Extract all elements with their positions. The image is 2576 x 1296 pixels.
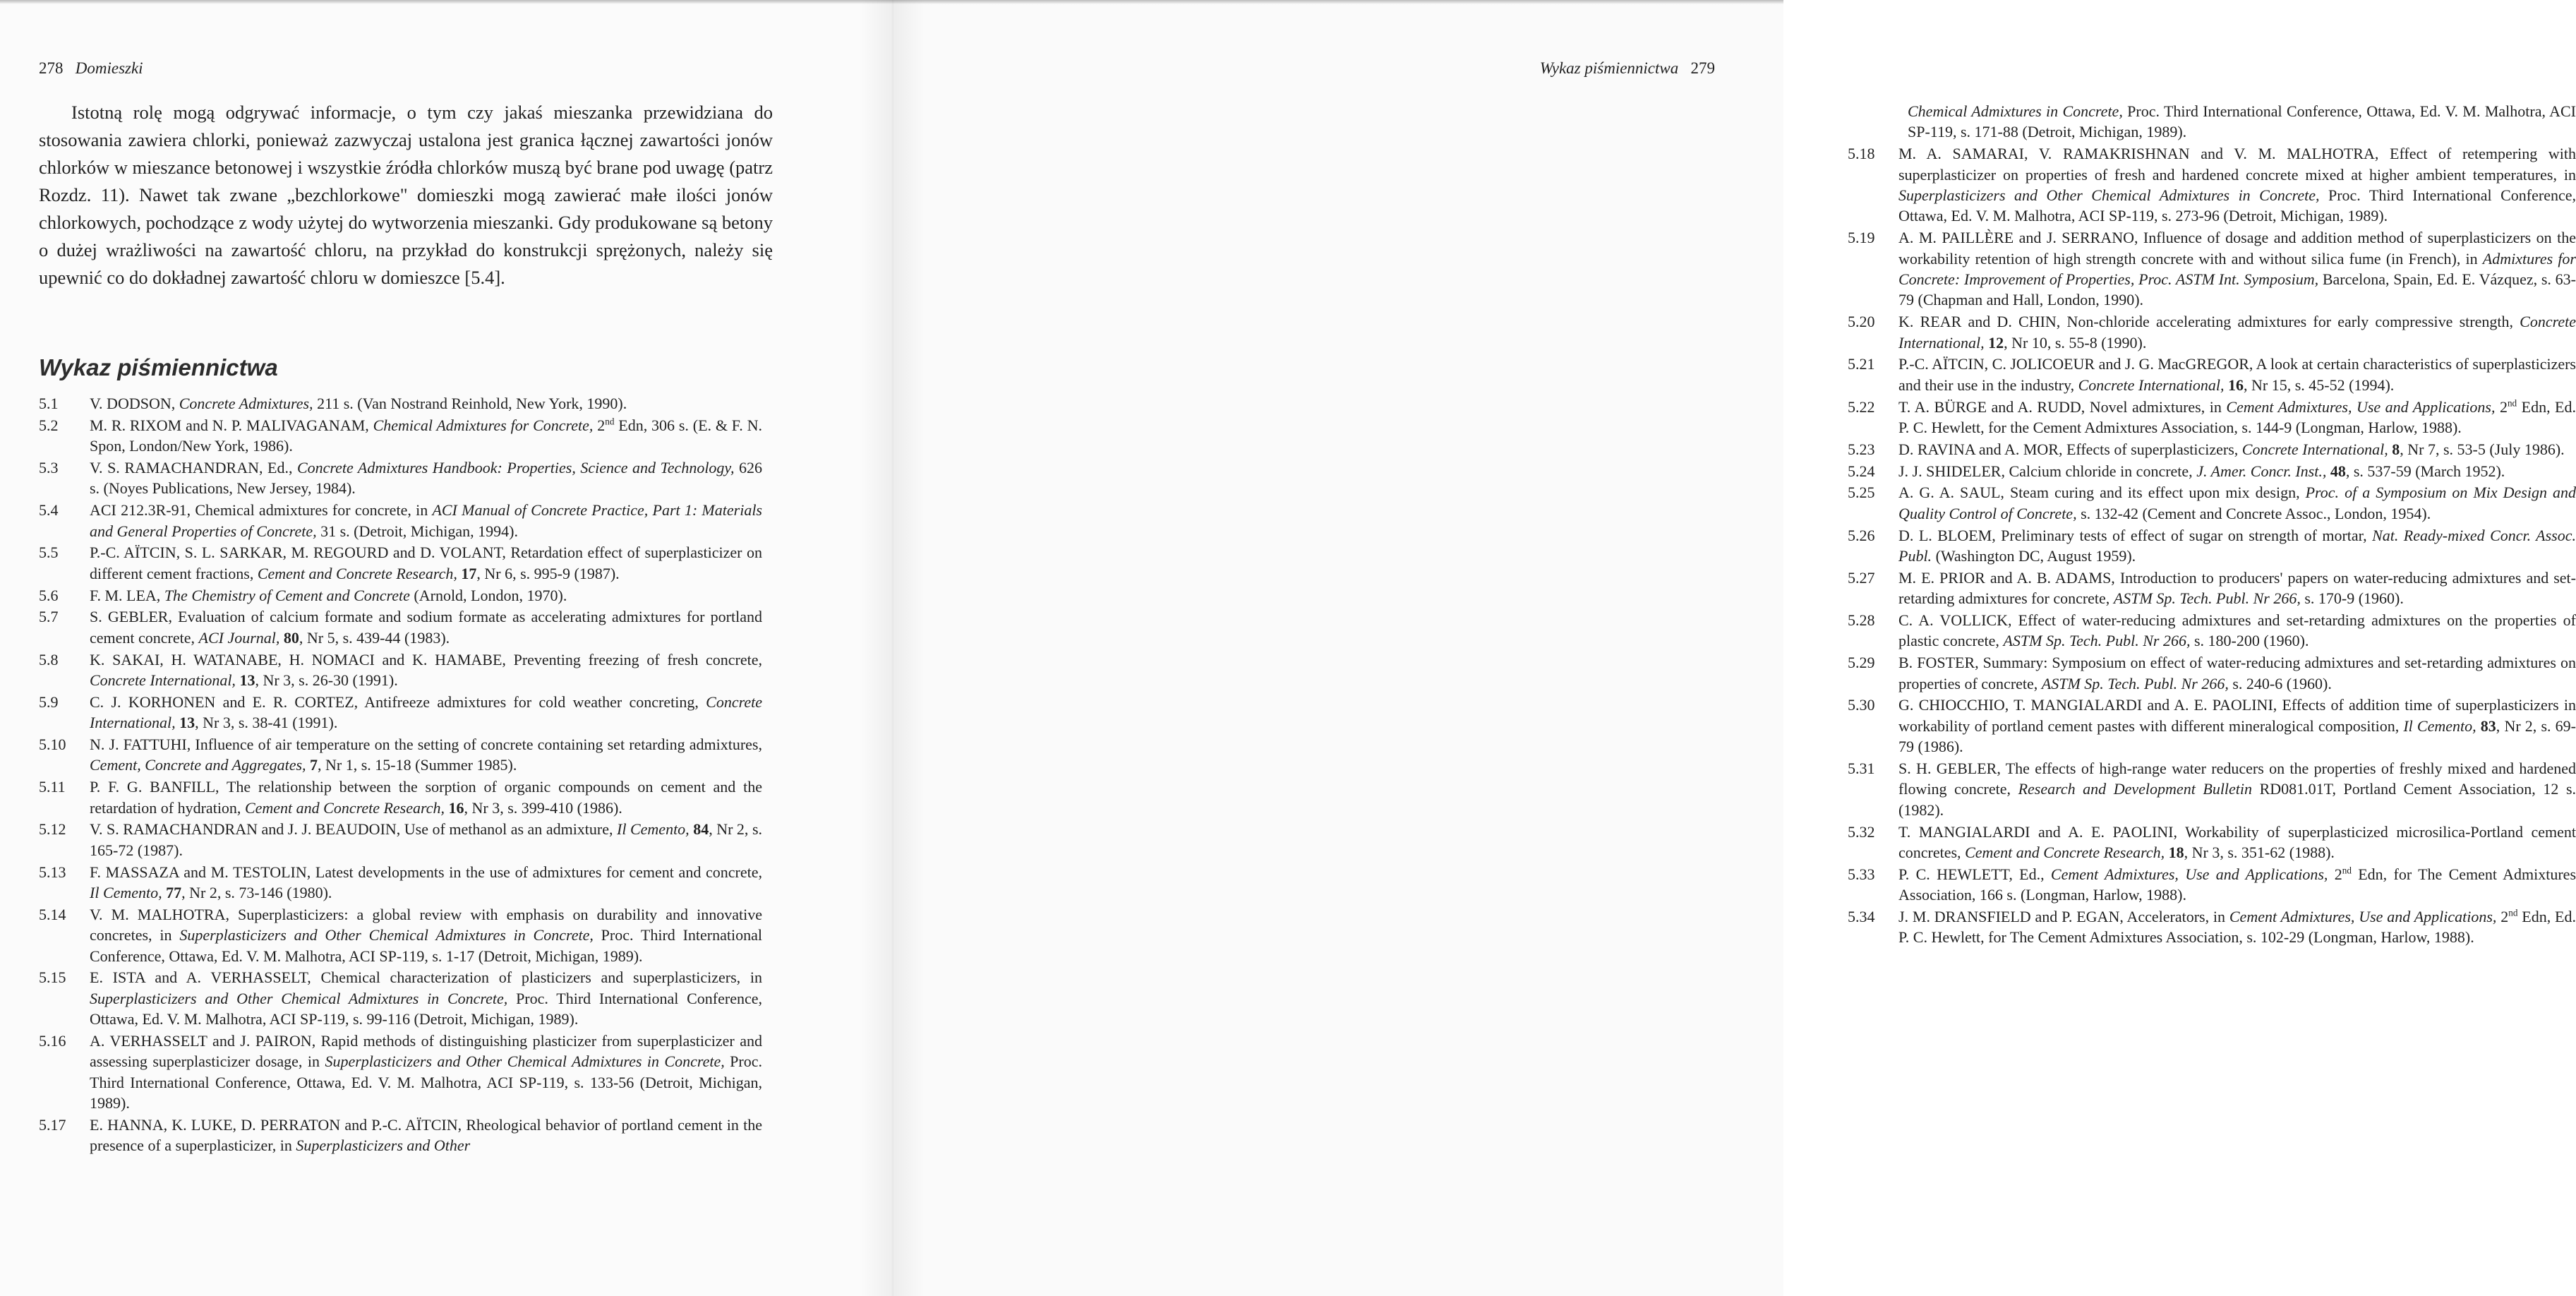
ref-text: S. GEBLER, Evaluation of calcium formate and sodium formate as accelerating admixtures for portland cement concrete, (90, 608, 762, 647)
ref-text: s. 170-9 (1960). (2300, 589, 2404, 608)
reference-number: 5.1 (39, 395, 59, 412)
reference-number: 5.26 (1848, 526, 1875, 544)
reference-text (1898, 610, 2576, 652)
reference-text (1898, 227, 2576, 311)
ref-text: Edn, Ed. P. C. Hewlett, for the Cement Admixtures Association, s. 144-9 (Longman, Harlow, 1988). (1898, 397, 2576, 437)
reference-number: 5.24 (1848, 462, 1875, 480)
reference-number: 5.11 (39, 778, 66, 796)
reference-number: 5.6 (39, 586, 59, 604)
ref-text: s. 240-6 (1960). (2228, 674, 2332, 692)
ref-source-title: Cement and Concrete Research, (1965, 844, 2165, 862)
reference-number: 5.5 (39, 544, 59, 562)
ref-source-title: ASTM Sp. Tech. Publ. Nr 266, (2041, 674, 2229, 692)
ref-text: C. A. VOLLICK, Effect of water-reducing admixtures and set-retarding admixtures on the properties of plastic concrete, (1898, 611, 2576, 650)
ref-text: 626 s. (Noyes Publications, New Jersey, 1984). (90, 459, 762, 498)
reference-number: 5.27 (1848, 568, 1875, 587)
ref-volume: 18 (2168, 844, 2184, 862)
ref-volume: 83 (2480, 716, 2496, 735)
ref-source-title: ACI Manual of Concrete Practice, Part 1: Materials and General Properties of Concrete, (90, 501, 762, 540)
ref-text: D. RAVINA and A. MOR, Effects of superplasticizers, (1898, 440, 2242, 458)
reference-text (90, 415, 762, 457)
reference-list-left (39, 393, 762, 1157)
reference-text (90, 776, 762, 818)
ref-source-title: Concrete International, (1898, 313, 2576, 352)
ref-text: M. A. SAMARAI, V. RAMAKRISHNAN and V. M. MALHOTRA, Effect of retempering with superplasticizer on properties of fresh and hardened concrete mixed at higher ambient temperatures, in (1898, 145, 2576, 184)
reference-number: 5.29 (1848, 654, 1875, 672)
reference-5-31 (1848, 758, 2576, 820)
ref-text: , Nr 3, s. 26-30 (1991). (255, 671, 398, 690)
ref-source-title: ASTM Sp. Tech. Publ. Nr 266, (2003, 632, 2191, 650)
reference-number: 5.10 (39, 736, 66, 754)
ref-text: , Nr 7, s. 53-5 (July 1986). (2400, 440, 2565, 458)
ref-source-title: Superplasticizers and Other (296, 1136, 471, 1155)
ref-source-title: Cement Admixtures, Use and Applications, (2050, 865, 2328, 883)
reference-number: 5.30 (1848, 696, 1875, 714)
ref-source-title: Concrete International, (2241, 440, 2388, 458)
ref-source-title: Concrete International, (2078, 376, 2225, 394)
reference-text (1898, 568, 2576, 609)
reference-text (90, 585, 762, 606)
ref-source-title: Concrete Admixtures, (179, 395, 313, 412)
reference-number: 5.15 (39, 968, 66, 987)
ref-text: J. J. SHIDELER, Calcium chloride in concrete, (1898, 462, 2197, 480)
ref-text: Proc. Third International Conference, Ottawa, Ed. V. M. Malhotra, ACI SP-119, s. 1-17 (Detroit, Michigan, 1989). (90, 926, 762, 965)
reference-text (1898, 525, 2576, 567)
reference-number: 5.34 (1848, 908, 1875, 926)
ref-text: , Nr 5, s. 439-44 (1983). (299, 628, 450, 647)
ref-text: 2 (2496, 908, 2509, 926)
ref-text: (Washington DC, August 1959). (1932, 547, 2136, 565)
ref-source-title: Superplasticizers and Other Chemical Admixtures in Concrete, (1898, 186, 2320, 205)
ref-superscript: nd (2508, 907, 2518, 918)
ref-source-title: Il Cemento, (617, 820, 690, 839)
reference-text (90, 457, 762, 499)
ref-source-title: Il Cemento, (90, 884, 162, 902)
reference-text (90, 649, 762, 691)
reference-text (1898, 354, 2576, 395)
ref-text: Edn, for The Cement Admixtures Association, 166 s. (Longman, Harlow, 1988). (1898, 865, 2576, 904)
reference-5-26 (1848, 525, 2576, 567)
ref-text: V. S. RAMACHANDRAN, Ed., (90, 459, 297, 476)
reference-number: 5.21 (1848, 355, 1875, 373)
ref-text: P. C. HEWLETT, Ed., (1898, 865, 2051, 883)
reference-5-11 (39, 776, 762, 818)
reference-number: 5.2 (39, 416, 59, 434)
reference-5-27 (1848, 568, 2576, 609)
ref-source-title: ACI Journal, (198, 628, 280, 647)
reference-5-18 (1848, 143, 2576, 227)
reference-text (90, 819, 762, 860)
reference-5-8 (39, 649, 762, 691)
reference-text (1898, 652, 2576, 694)
ref-volume: 17 (461, 564, 477, 582)
ref-volume: 16 (2228, 376, 2244, 394)
ref-text: 211 s. (Van Nostrand Reinhold, New York, 1990). (313, 395, 627, 412)
ref-text: 2 (593, 416, 606, 434)
reference-text (1898, 864, 2576, 906)
reference-text (90, 606, 762, 648)
reference-5-17 (39, 1115, 762, 1156)
reference-number: 5.23 (1848, 440, 1875, 458)
ref-text: , s. 537-59 (March 1952). (2345, 462, 2505, 480)
reference-number: 5.7 (39, 608, 59, 626)
ref-text: V. S. RAMACHANDRAN and J. J. BEAUDOIN, Use of methanol as an admixture, (90, 820, 618, 839)
reference-text (1898, 461, 2576, 481)
ref-text: P.-C. AÏTCIN, C. JOLICOEUR and J. G. MacGREGOR, A look at certain characteristics of superplasticizers and their use in the industry, (1898, 355, 2576, 394)
reference-5-34 (1848, 906, 2576, 948)
ref-text: Barcelona, Spain, Ed. E. Vázquez, s. 63-79 (Chapman and Hall, London, 1990). (1898, 270, 2576, 309)
ref-text: A. M. PAILLÈRE and J. SERRANO, Influence of dosage and addition method of superplasticizers on the workability retention of high strength concrete with and without silica fume (in French), in (1898, 229, 2576, 268)
book-gutter (861, 0, 925, 1296)
ref-source-title: Concrete Admixtures Handbook: Properties, Science and Technology, (296, 459, 735, 476)
reference-number: 5.4 (39, 501, 59, 520)
reference-text (1898, 311, 2576, 353)
left-running-head (39, 59, 143, 78)
reference-text (1898, 906, 2576, 948)
ref-source-title: Concrete International, (90, 692, 762, 732)
ref-text: E. ISTA and A. VERHASSELT, Chemical characterization of plasticizers and superplasticizers, in (90, 968, 762, 987)
ref-source-title: Cement Admixtures, Use and Applications, (2226, 397, 2496, 416)
ref-source-title: Cement Admixtures, Use and Applications, (2229, 908, 2497, 926)
ref-text: V. DODSON, (90, 395, 179, 412)
reference-text (90, 500, 762, 541)
ref-text: A. VERHASSELT and J. PAIRON, Rapid methods of distinguishing plasticizer from superplasticizer and assessing superplasticizer dosage, in (90, 1032, 762, 1071)
ref-text: (Arnold, London, 1970). (409, 586, 567, 604)
ref-source-title: Il Cemento, (2403, 716, 2476, 735)
reference-number: 5.18 (1848, 145, 1875, 163)
right-page-number: 279 (1690, 59, 1715, 77)
ref-superscript: nd (2342, 865, 2352, 876)
ref-text: P.-C. AÏTCIN, S. L. SARKAR, M. REGOURD and D. VOLANT, Retardation effect of superplasticizer on different cement fractions, (90, 544, 762, 582)
ref-text: M. R. RIXOM and N. P. MALIVAGANAM, (90, 416, 373, 434)
ref-text: , Nr 3, s. 38-41 (1991). (195, 714, 338, 732)
ref-volume: 80 (283, 628, 299, 647)
reference-text (90, 692, 762, 733)
ref-text: S. H. GEBLER, The effects of high-range water reducers on the properties of freshly mixed and hardened flowing concrete, (1898, 760, 2576, 798)
ref-text: B. FOSTER, Summary: Symposium on effect of water-reducing admixtures and set-retarding admixtures on properties of concrete, (1898, 654, 2576, 692)
ref-source-title: Chemical Admixtures for Concrete, (373, 416, 594, 434)
reference-text (90, 862, 762, 904)
reference-number: 5.20 (1848, 313, 1875, 331)
page-top-edge (0, 0, 1783, 4)
ref-text: , Nr 3, s. 399-410 (1986). (464, 798, 622, 817)
ref-text: , Nr 3, s. 351-62 (1988). (2184, 844, 2335, 862)
reference-5-14 (39, 904, 762, 966)
intro-paragraph: Istotną rolę mogą odgrywać informacje, o tym czy jakaś mieszanka przewidziana do stosowania zawiera chlorki, ponieważ zazwyczaj ustalona jest granica łącznej zawartości jonów chlorków w mieszance betonowej i wszystkie źródła chlorków muszą być brane pod uwagę (patrz Rozdz. 11). Nawet tak zwane „bezchlorkowe" domieszki mogą zawierać małe ilości jonów chlorkowych, pochodzące z wody użytej do wytworzenia mieszanki. Gdy produkowane są betony o dużej wrażliwości na zawartość chloru, na przykład do konstrukcji sprężonych, należy się upewnić co do dokładnej zawartość chloru w domieszce [5.4]. (39, 102, 773, 288)
ref-text: Proc. Third International Conference, Ottawa, Ed. V. M. Malhotra, ACI SP-119, s. 99-116 (Detroit, Michigan, 1989). (90, 989, 762, 1028)
ref-volume: 16 (448, 798, 464, 817)
reference-5-6 (39, 585, 762, 606)
reference-text (1898, 397, 2576, 438)
ref-source-title: Concrete International, (90, 671, 236, 690)
ref-volume: 13 (239, 671, 255, 690)
reference-5-9 (39, 692, 762, 733)
reference-number: 5.13 (39, 863, 66, 881)
reference-number: 5.14 (39, 905, 66, 923)
reference-5-20 (1848, 311, 2576, 353)
ref-source-title: Superplasticizers and Other Chemical Admixtures in Concrete, (179, 926, 594, 944)
reference-text (90, 1115, 762, 1156)
ref-volume: 12 (1988, 333, 2004, 352)
reference-5-2 (39, 415, 762, 457)
left-page-number: 278 (39, 59, 64, 77)
reference-5-22 (1848, 397, 2576, 438)
ref-volume: 77 (166, 884, 182, 902)
ref-source-title: Cement and Concrete Research, (244, 798, 445, 817)
ref-text: 31 s. (Detroit, Michigan, 1994). (316, 522, 518, 540)
ref-text: V. M. MALHOTRA, Superplasticizers: a global review with emphasis on durability and innovative concretes, in (90, 905, 762, 944)
reference-text (1898, 439, 2576, 460)
ref-text: K. SAKAI, H. WATANABE, H. NOMACI and K. HAMABE, Preventing freezing of fresh concrete, (90, 650, 762, 668)
reference-5-28 (1848, 610, 2576, 652)
reference-text (90, 904, 762, 966)
ref-text: s. 132-42 (Cement and Concrete Assoc., London, 1954). (2076, 504, 2431, 522)
ref-volume: 7 (310, 756, 318, 774)
ref-source-title: Superplasticizers and Other Chemical Admixtures in Concrete, (325, 1052, 725, 1071)
reference-number: 5.8 (39, 650, 59, 668)
ref-text: A. G. A. SAUL, Steam curing and its effect upon mix design, (1898, 484, 2306, 502)
ref-superscript: nd (2507, 397, 2517, 409)
reference-text (90, 1031, 762, 1114)
ref-source-title: Chemical Admixtures in Concrete, (1908, 102, 2123, 120)
reference-continuation (1848, 101, 2576, 143)
reference-number: 5.17 (39, 1116, 66, 1134)
right-page (892, 0, 2576, 1296)
ref-source-title: Cement, Concrete and Aggregates, (90, 756, 306, 774)
ref-text: Edn, Ed. P. C. Hewlett, for The Cement Admixtures Association, s. 102-29 (Longman, Harlow, 1988). (1898, 908, 2576, 947)
ref-text: , Nr 2, s. 69-79 (1986). (1898, 716, 2576, 756)
ref-volume: 8 (2392, 440, 2400, 458)
reference-5-23 (1848, 439, 2576, 460)
ref-source-title: Admixtures for Concrete: Improvement of Properties, Proc. ASTM Int. Symposium, (1898, 249, 2576, 289)
ref-source-title: The Chemistry of Cement and Concrete (164, 586, 410, 604)
reference-5-4 (39, 500, 762, 541)
ref-text: , Nr 2, s. 165-72 (1987). (90, 820, 762, 859)
reference-text (1898, 143, 2576, 227)
ref-text: s. 180-200 (1960). (2190, 632, 2309, 650)
reference-number: 5.32 (1848, 822, 1875, 841)
ref-text: M. E. PRIOR and A. B. ADAMS, Introduction to producers' papers on water-reducing admixtures and set-retarding admixtures for concrete, (1898, 568, 2576, 608)
ref-text: K. REAR and D. CHIN, Non-chloride accelerating admixtures for early compressive strength, (1898, 313, 2520, 331)
ref-text: , Nr 1, s. 15-18 (Summer 1985). (318, 756, 517, 774)
reference-number: 5.16 (39, 1032, 66, 1050)
reference-text (1898, 822, 2576, 863)
reference-5-1 (39, 393, 762, 414)
reference-text (1898, 758, 2576, 820)
ref-volume: 84 (693, 820, 709, 839)
reference-number: 5.31 (1848, 760, 1875, 778)
ref-text: C. J. KORHONEN and E. R. CORTEZ, Antifreeze admixtures for cold weather concreting, (90, 692, 706, 711)
ref-text: 2 (2328, 865, 2342, 883)
reference-number: 5.19 (1848, 229, 1875, 247)
reference-text (90, 542, 762, 584)
reference-text (90, 967, 762, 1029)
reference-5-33 (1848, 864, 2576, 906)
reference-number: 5.22 (1848, 397, 1875, 416)
ref-text: ACI 212.3R-91, Chemical admixtures for concrete, in (90, 501, 433, 520)
reference-5-24 (1848, 461, 2576, 481)
ref-text: P. F. G. BANFILL, The relationship between the sorption of organic compounds on cement and the retardation of hydration, (90, 778, 762, 817)
ref-text: D. L. BLOEM, Preliminary tests of effect of sugar on strength of mortar, (1898, 526, 2373, 544)
ref-text: F. MASSAZA and M. TESTOLIN, Latest developments in the use of admixtures for cement and concrete, (90, 863, 762, 881)
reference-number-spacer (1848, 101, 1908, 143)
ref-source-title: ASTM Sp. Tech. Publ. Nr 266, (2113, 589, 2301, 608)
reference-5-5 (39, 542, 762, 584)
reference-5-25 (1848, 482, 2576, 524)
ref-text: N. J. FATTUHI, Influence of air temperature on the setting of concrete containing set retarding admixtures, (90, 736, 762, 754)
reference-5-3 (39, 457, 762, 499)
ref-text: , Nr 10, s. 55-8 (1990). (2004, 333, 2147, 352)
right-running-head (1540, 59, 1715, 78)
ref-text: Edn, 306 s. (E. & F. N. Spon, London/New York, 1986). (90, 416, 762, 455)
ref-text: J. M. DRANSFIELD and P. EGAN, Accelerators, in (1898, 908, 2229, 926)
ref-text: T. A. BÜRGE and A. RUDD, Novel admixtures, in (1898, 397, 2227, 416)
reference-5-21 (1848, 354, 2576, 395)
left-page (0, 0, 892, 1296)
section-heading: Wykaz piśmiennictwa (39, 354, 278, 380)
reference-text (90, 393, 762, 414)
ref-text: E. HANNA, K. LUKE, D. PERRATON and P.-C. AÏTCIN, Rheological behavior of portland cement in the presence of a superplasticizer, in (90, 1116, 762, 1155)
reference-5-30 (1848, 695, 2576, 757)
ref-volume: 13 (179, 714, 195, 732)
left-header-title: Domieszki (75, 59, 143, 77)
reference-5-16 (39, 1031, 762, 1114)
ref-source-title: Proc. of a Symposium on Mix Design and Quality Control of Concrete, (1898, 484, 2576, 522)
ref-superscript: nd (605, 416, 615, 427)
ref-text: , Nr 6, s. 995-9 (1987). (476, 564, 620, 582)
reference-number: 5.33 (1848, 865, 1875, 883)
ref-text: G. CHIOCCHIO, T. MANGIALARDI and A. E. PAOLINI, Effects of addition time of superplasticizers in workability of portland cement pastes with different mineralogical composition, (1898, 696, 2576, 735)
ref-source-title: Research and Development Bulletin (2018, 780, 2253, 798)
ref-text: Proc. Third International Conference, Ottawa, Ed. V. M. Malhotra, ACI SP-119, s. 171-88 (Detroit, Michigan, 1989). (1908, 102, 2576, 141)
ref-text: , Nr 15, s. 45-52 (1994). (2244, 376, 2395, 394)
reference-5-19 (1848, 227, 2576, 311)
reference-text (1898, 482, 2576, 524)
ref-source-title: Superplasticizers and Other Chemical Admixtures in Concrete, (90, 989, 508, 1007)
right-header-title: Wykaz piśmiennictwa (1539, 59, 1679, 77)
reference-5-7 (39, 606, 762, 648)
reference-text (1908, 101, 2576, 143)
reference-5-32 (1848, 822, 2576, 863)
ref-text: T. MANGIALARDI and A. E. PAOLINI, Workability of superplasticized microsilica-Portland cement concretes, (1898, 822, 2576, 862)
reference-5-15 (39, 967, 762, 1029)
reference-text (90, 734, 762, 776)
ref-text: Proc. Third International Conference, Ottawa, Ed. V. M. Malhotra, ACI SP-119, s. 133-56 (Detroit, Michigan, 1989). (90, 1052, 763, 1112)
ref-volume: 48 (2330, 462, 2346, 480)
ref-text: 2 (2495, 397, 2508, 416)
reference-text (1898, 695, 2576, 757)
reference-5-13 (39, 862, 762, 904)
reference-list-right (1848, 101, 2576, 949)
ref-source-title: J. Amer. Concr. Inst., (2196, 462, 2327, 480)
reference-5-29 (1848, 652, 2576, 694)
reference-number: 5.3 (39, 459, 59, 476)
ref-text: F. M. LEA, (90, 586, 164, 604)
reference-number: 5.25 (1848, 484, 1875, 502)
reference-5-10 (39, 734, 762, 776)
reference-number: 5.9 (39, 692, 59, 711)
ref-source-title: Cement and Concrete Research, (257, 564, 457, 582)
ref-text: , Nr 2, s. 73-146 (1980). (181, 884, 332, 902)
reference-number: 5.12 (39, 820, 66, 839)
ref-source-title: Nat. Ready-mixed Concr. Assoc. Publ. (1898, 526, 2576, 565)
reference-number: 5.28 (1848, 611, 1875, 630)
ref-text: Proc. Third International Conference, Ottawa, Ed. V. M. Malhotra, ACI SP-119, s. 273-96 (Detroit, Michigan, 1989). (1898, 186, 2576, 225)
reference-5-12 (39, 819, 762, 860)
ref-text: RD081.01T, Portland Cement Association, 12 s. (1982). (1898, 780, 2576, 819)
